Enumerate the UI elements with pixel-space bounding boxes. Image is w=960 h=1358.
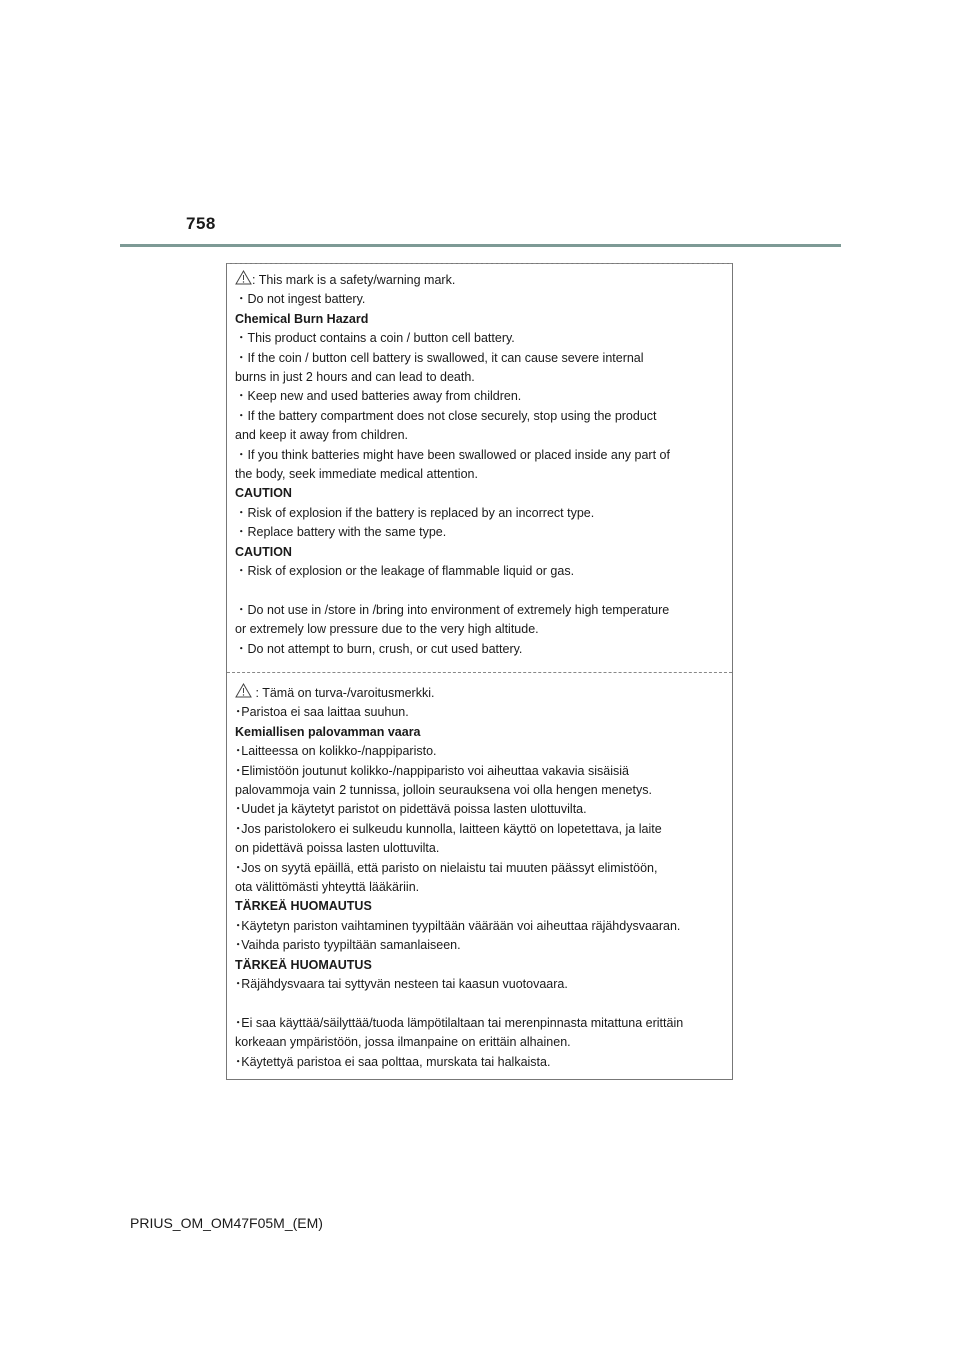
blank-line [235,582,728,601]
warning-mark-caption: : Tämä on turva-/varoitusmerkki. [252,686,435,700]
caution-heading: CAUTION [235,544,292,559]
warning-mark-caption: : This mark is a safety/warning mark. [252,273,456,287]
caution-heading: TÄRKEÄ HUOMAUTUS [235,957,372,972]
caution-heading: CAUTION [235,486,292,501]
warning-section-english [235,270,728,659]
battery-warning-box [226,263,733,1080]
text-line: ota välittömästi yhteyttä lääkäriin. [235,880,420,895]
text-line: ・Keep new and used batteries away from children. [235,389,522,404]
text-line: ・If the coin / button cell battery is swallowed, it can cause severe internal [235,350,644,365]
warning-mark-line [235,270,728,290]
text-line: korkeaan ympäristöön, jossa ilmanpaine on erittäin alhainen. [235,1035,571,1050]
text-line: ･Uudet ja käytetyt paristot on pidettävä poissa lasten ulottuvilta. [235,802,587,817]
header-rule [120,244,841,247]
text-line: ･Paristoa ei saa laittaa suuhun. [235,705,409,720]
warning-triangle-icon [235,683,252,698]
text-line: ･Laitteessa on kolikko-/nappiparisto. [235,744,437,759]
text-line: ・Do not attempt to burn, crush, or cut used battery. [235,641,523,656]
text-line: on pidettävä poissa lasten ulottuvilta. [235,841,440,856]
text-line: ・Risk of explosion if the battery is replaced by an incorrect type. [235,505,595,520]
text-line: palovammoja vain 2 tunnissa, jolloin seurauksena voi olla hengen menetys. [235,783,652,798]
warning-triangle-icon [235,270,252,285]
text-line: and keep it away from children. [235,428,409,443]
text-line: ・Do not ingest battery. [235,292,366,307]
text-line: ･Räjähdysvaara tai syttyvän nesteen tai kaasun vuotovaara. [235,977,568,992]
text-line: ・If the battery compartment does not close securely, stop using the product [235,408,657,423]
document-code: PRIUS_OM_OM47F05M_(EM) [130,1215,323,1231]
text-line: ･Ei saa käyttää/säilyttää/tuoda lämpötilaltaan tai merenpinnasta mitattuna erittäin [235,1015,684,1030]
hazard-heading: Kemiallisen palovamman vaara [235,724,421,739]
text-line: ･Jos on syytä epäillä, että paristo on nielaistu tai muuten päässyt elimistöön, [235,860,658,875]
text-line: ・If you think batteries might have been swallowed or placed inside any part of [235,447,670,462]
text-line: or extremely low pressure due to the very high altitude. [235,622,539,637]
page-number: 758 [186,214,216,233]
text-line: ・This product contains a coin / button cell battery. [235,331,515,346]
blank-line [235,995,728,1014]
text-line: ･Vaihda paristo tyypiltään samanlaiseen. [235,938,461,953]
warning-section-finnish [235,683,728,1072]
warning-mark-line [235,683,728,703]
text-line: burns in just 2 hours and can lead to death. [235,370,475,385]
text-line: ・Do not use in /store in /bring into environment of extremely high temperature [235,602,670,617]
section-divider [227,672,732,673]
text-line: ・Replace battery with the same type. [235,525,447,540]
text-line: ･Elimistöön joutunut kolikko-/nappiparisto voi aiheuttaa vakavia sisäisiä [235,763,629,778]
text-line: the body, seek immediate medical attention. [235,467,478,482]
hazard-heading: Chemical Burn Hazard [235,311,369,326]
text-line: ･Käytetyn pariston vaihtaminen tyypiltään väärään voi aiheuttaa räjähdysvaaran. [235,918,681,933]
text-line: ･Jos paristolokero ei sulkeudu kunnolla, laitteen käyttö on lopetettava, ja laite [235,821,662,836]
text-line: ・Risk of explosion or the leakage of flammable liquid or gas. [235,564,575,579]
caution-heading: TÄRKEÄ HUOMAUTUS [235,899,372,914]
text-line: ･Käytettyä paristoa ei saa polttaa, murskata tai halkaista. [235,1054,551,1069]
